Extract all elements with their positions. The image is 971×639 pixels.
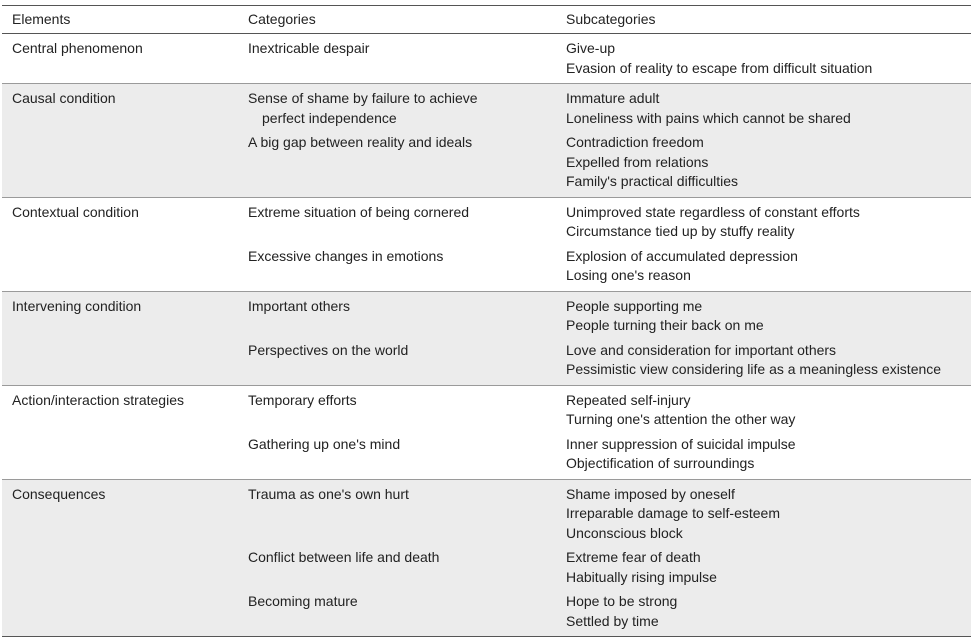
element-label: Central phenomenon <box>12 40 143 56</box>
element-cell <box>2 430 245 480</box>
header-row <box>2 6 971 34</box>
subcategory-cell <box>562 34 971 84</box>
category-label: Excessive changes in emotions <box>248 247 444 264</box>
subcategory-cell <box>562 479 971 543</box>
table-row <box>2 587 971 637</box>
subcategory-label: Repeated self-injury <box>566 391 691 408</box>
element-label: Action/interaction strategies <box>12 391 184 408</box>
subcategory-label: Unimproved state regardless of constant efforts <box>566 203 860 220</box>
subcategory-cell <box>562 197 971 242</box>
subcategory-label: Love and consideration for important others <box>566 341 837 358</box>
element-cell <box>2 291 245 336</box>
subcategory-cell <box>562 84 971 129</box>
table-row <box>2 543 971 587</box>
element-cell <box>2 336 245 386</box>
subcategory-cell <box>562 543 971 587</box>
category-cell <box>245 128 562 197</box>
header-subcategories: Subcategories <box>562 6 971 34</box>
category-label: Trauma as one's own hurt <box>248 485 409 502</box>
element-cell <box>2 543 245 587</box>
element-label: Intervening condition <box>12 297 142 314</box>
subcategory-label: Habitually rising impulse <box>566 568 717 585</box>
element-cell <box>2 242 245 292</box>
element-cell <box>2 128 245 197</box>
category-cell <box>245 84 562 129</box>
category-label: Becoming mature <box>248 593 358 609</box>
category-label: Sense of shame by failure to achieve <box>248 90 478 106</box>
subcategory-label: Give-up <box>566 40 616 56</box>
subcategory-label: Explosion of accumulated depression <box>566 247 798 264</box>
subcategory-label: Contradiction freedom <box>566 134 704 150</box>
table-row <box>2 34 971 84</box>
table-row <box>2 385 971 430</box>
element-label: Consequences <box>12 485 106 502</box>
category-cell <box>245 430 562 480</box>
category-cell <box>245 197 562 242</box>
category-cell <box>245 479 562 543</box>
element-cell <box>2 84 245 129</box>
header-elements: Elements <box>2 6 245 34</box>
category-cell <box>245 587 562 637</box>
table-header <box>2 6 971 34</box>
category-label: A big gap between reality and ideals <box>248 134 473 150</box>
subcategory-label: People turning their back on me <box>566 317 764 333</box>
subcategory-label: Inner suppression of suicidal impulse <box>566 435 796 452</box>
category-label: Conflict between life and death <box>248 549 440 565</box>
category-cell <box>245 34 562 84</box>
subcategory-label: Circumstance tied up by stuffy reality <box>566 223 795 239</box>
subcategory-label: Objectification of surroundings <box>566 455 755 471</box>
table-row <box>2 336 971 386</box>
element-cell <box>2 385 245 430</box>
element-label: Contextual condition <box>12 203 139 220</box>
subcategory-label: Evasion of reality to escape from difficult situation <box>566 59 873 76</box>
category-cell <box>245 242 562 292</box>
subcategory-cell <box>562 128 971 197</box>
subcategory-label: Hope to be strong <box>566 593 678 609</box>
category-label: Perspectives on the world <box>248 341 409 358</box>
subcategory-label: People supporting me <box>566 297 703 314</box>
category-label: Inextricable despair <box>248 40 370 56</box>
table-row <box>2 430 971 480</box>
subcategory-cell <box>562 430 971 480</box>
subcategory-label: Pessimistic view considering life as a meaningless existence <box>566 361 942 377</box>
header-categories: Categories <box>245 6 562 34</box>
subcategory-label: Irreparable damage to self-esteem <box>566 505 780 521</box>
subcategory-label: Loneliness with pains which cannot be shared <box>566 109 851 126</box>
subcategory-label: Family's practical difficulties <box>566 173 739 189</box>
subcategory-label: Extreme fear of death <box>566 549 701 565</box>
table-row <box>2 84 971 129</box>
subcategory-cell <box>562 291 971 336</box>
category-cell <box>245 291 562 336</box>
category-cell <box>245 543 562 587</box>
subcategory-label: Settled by time <box>566 612 659 629</box>
table-row <box>2 242 971 292</box>
subcategory-label: Shame imposed by oneself <box>566 485 735 502</box>
subcategory-label: Turning one's attention the other way <box>566 411 796 427</box>
category-cell <box>245 336 562 386</box>
category-label: perfect independence <box>262 109 397 126</box>
category-label: Gathering up one's mind <box>248 435 401 452</box>
category-label: Extreme situation of being cornered <box>248 203 470 220</box>
table-body <box>2 34 971 637</box>
category-label: Temporary efforts <box>248 391 357 408</box>
element-cell <box>2 587 245 637</box>
subcategory-label: Immature adult <box>566 90 660 106</box>
element-cell <box>2 479 245 543</box>
table-row <box>2 128 971 197</box>
subcategory-label: Unconscious block <box>566 524 683 541</box>
subcategory-cell <box>562 336 971 386</box>
subcategory-label: Expelled from relations <box>566 153 709 170</box>
element-label: Causal condition <box>12 90 116 106</box>
element-cell <box>2 197 245 242</box>
grounded-theory-table <box>2 5 971 637</box>
subcategory-label: Losing one's reason <box>566 267 691 283</box>
subcategory-cell <box>562 587 971 637</box>
category-label: Important others <box>248 297 350 314</box>
category-cell <box>245 385 562 430</box>
table-row <box>2 291 971 336</box>
subcategory-cell <box>562 242 971 292</box>
table-row <box>2 479 971 543</box>
element-cell <box>2 34 245 84</box>
subcategory-cell <box>562 385 971 430</box>
table-row <box>2 197 971 242</box>
